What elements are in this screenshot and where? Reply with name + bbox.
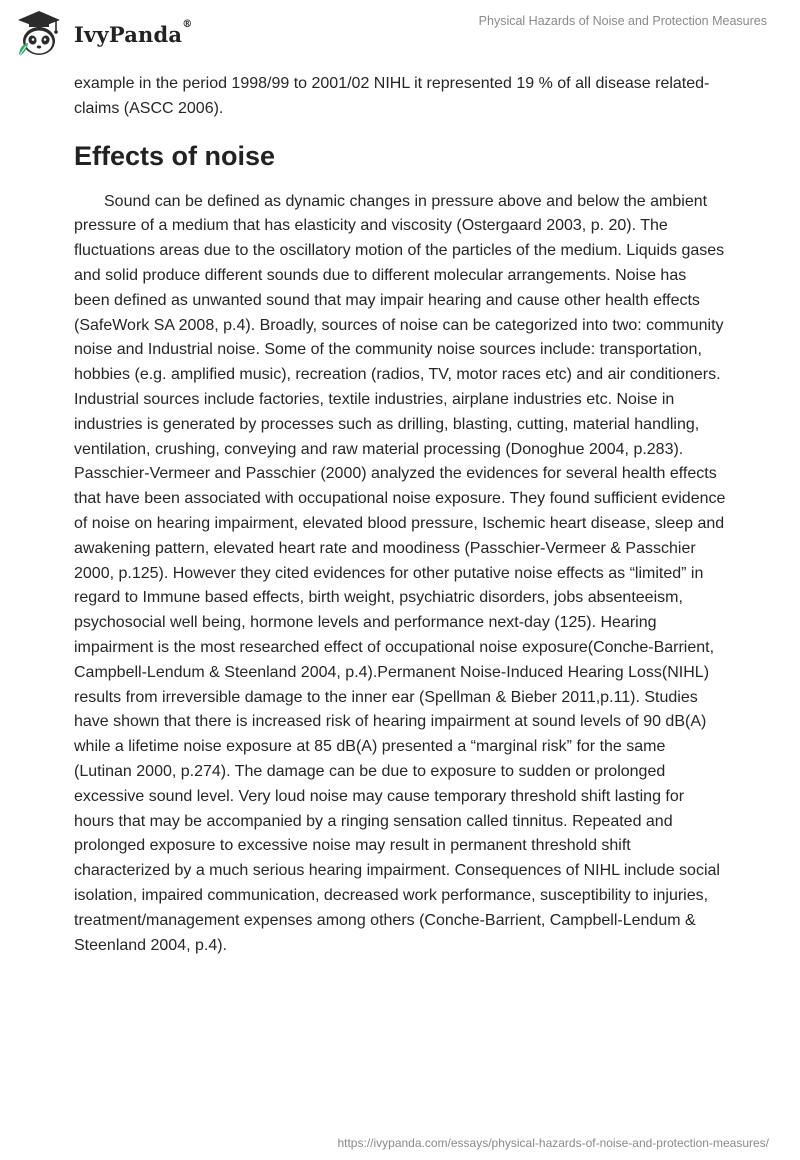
source-url[interactable]: https://ivypanda.com/essays/physical-hazards-of-noise-and-protection-measures/: [337, 1136, 769, 1150]
section-heading: Effects of noise: [74, 140, 276, 171]
running-title: Physical Hazards of Noise and Protection Measures: [478, 14, 767, 28]
panda-graduate-icon: [14, 9, 64, 59]
registered-mark: ®: [182, 18, 193, 30]
logo-name: IvyPanda: [74, 21, 183, 47]
logo-wordmark: [74, 18, 193, 47]
page-header: [0, 0, 800, 70]
essay-content: [74, 72, 726, 958]
body-paragraph: Sound can be defined as dynamic changes in pressure above and below the ambient pressure of a medium that has elasticity and viscosity (Ostergaard 2003, p. 20). The fluctuations areas due to the oscillatory motion of the particles of the medium. Liquids gases and solid produce different sounds due to different molecular arrangements. Noise has been defined as unwanted sound that may impair hearing and cause other health effects (SafeWork SA 2008, p.4). Broadly, sources of noise can be categorized into two: community noise and Industrial noise. Some of the community noise sources include: transportation, hobbies (e.g. amplified music), recreation (radios, TV, motor races etc) and air conditioners. Industrial sources include factories, textile industries, airplane industries etc. Noise in industries is generated by processes such as drilling, blasting, cutting, material handling, ventilation, crushing, conveying and raw material processing (Donoghue 2004, p.283). Passchier-Vermeer and Passchier (2000) analyzed the evidences for several health effects that have been associated with occupational noise exposure. They found sufficient evidence of noise on hearing impairment, elevated blood pressure, Ischemic heart disease, sleep and awakening pattern, elevated heart rate and moodiness (Passchier-Vermeer & Passchier 2000, p.125). However they cited evidences for other putative noise effects as “limited” in regard to Immune based effects, birth weight, psychiatric disorders, jobs absenteeism, psychosocial well being, hormone levels and performance next-day (125). Hearing impairment is the most researched effect of occupational noise exposure(Conche-Barrient, Campbell-Lendum & Steenland 2004, p.4).Permanent Noise-Induced Hearing Loss(NIHL) results from irreversible damage to the inner ear (Spellman & Bieber 2011,p.11). Studies have shown that there is increased risk of hearing impairment at sound levels of 90 dB(A) while a lifetime noise exposure at 85 dB(A) presented a “marginal risk” for the same (Lutinan 2000, p.274). The damage can be due to exposure to sudden or prolonged excessive sound level. Very loud noise may cause temporary threshold shift lasting for hours that may be accompanied by a ringing sensation called tinnitus. Repeated and prolonged exposure to excessive noise may result in permanent threshold shift characterized by a much serious hearing impairment. Consequences of NIHL include social isolation, impaired communication, decreased work performance, susceptibility to injuries, treatment/management expenses among others (Conche-Barrient, Campbell-Lendum & Steenland 2004, p.4).: [74, 192, 726, 954]
intro-paragraph: example in the period 1998/99 to 2001/02 NIHL it represented 19 % of all disease related-claims (ASCC 2006).: [74, 75, 710, 117]
ivypanda-logo[interactable]: [14, 8, 204, 60]
